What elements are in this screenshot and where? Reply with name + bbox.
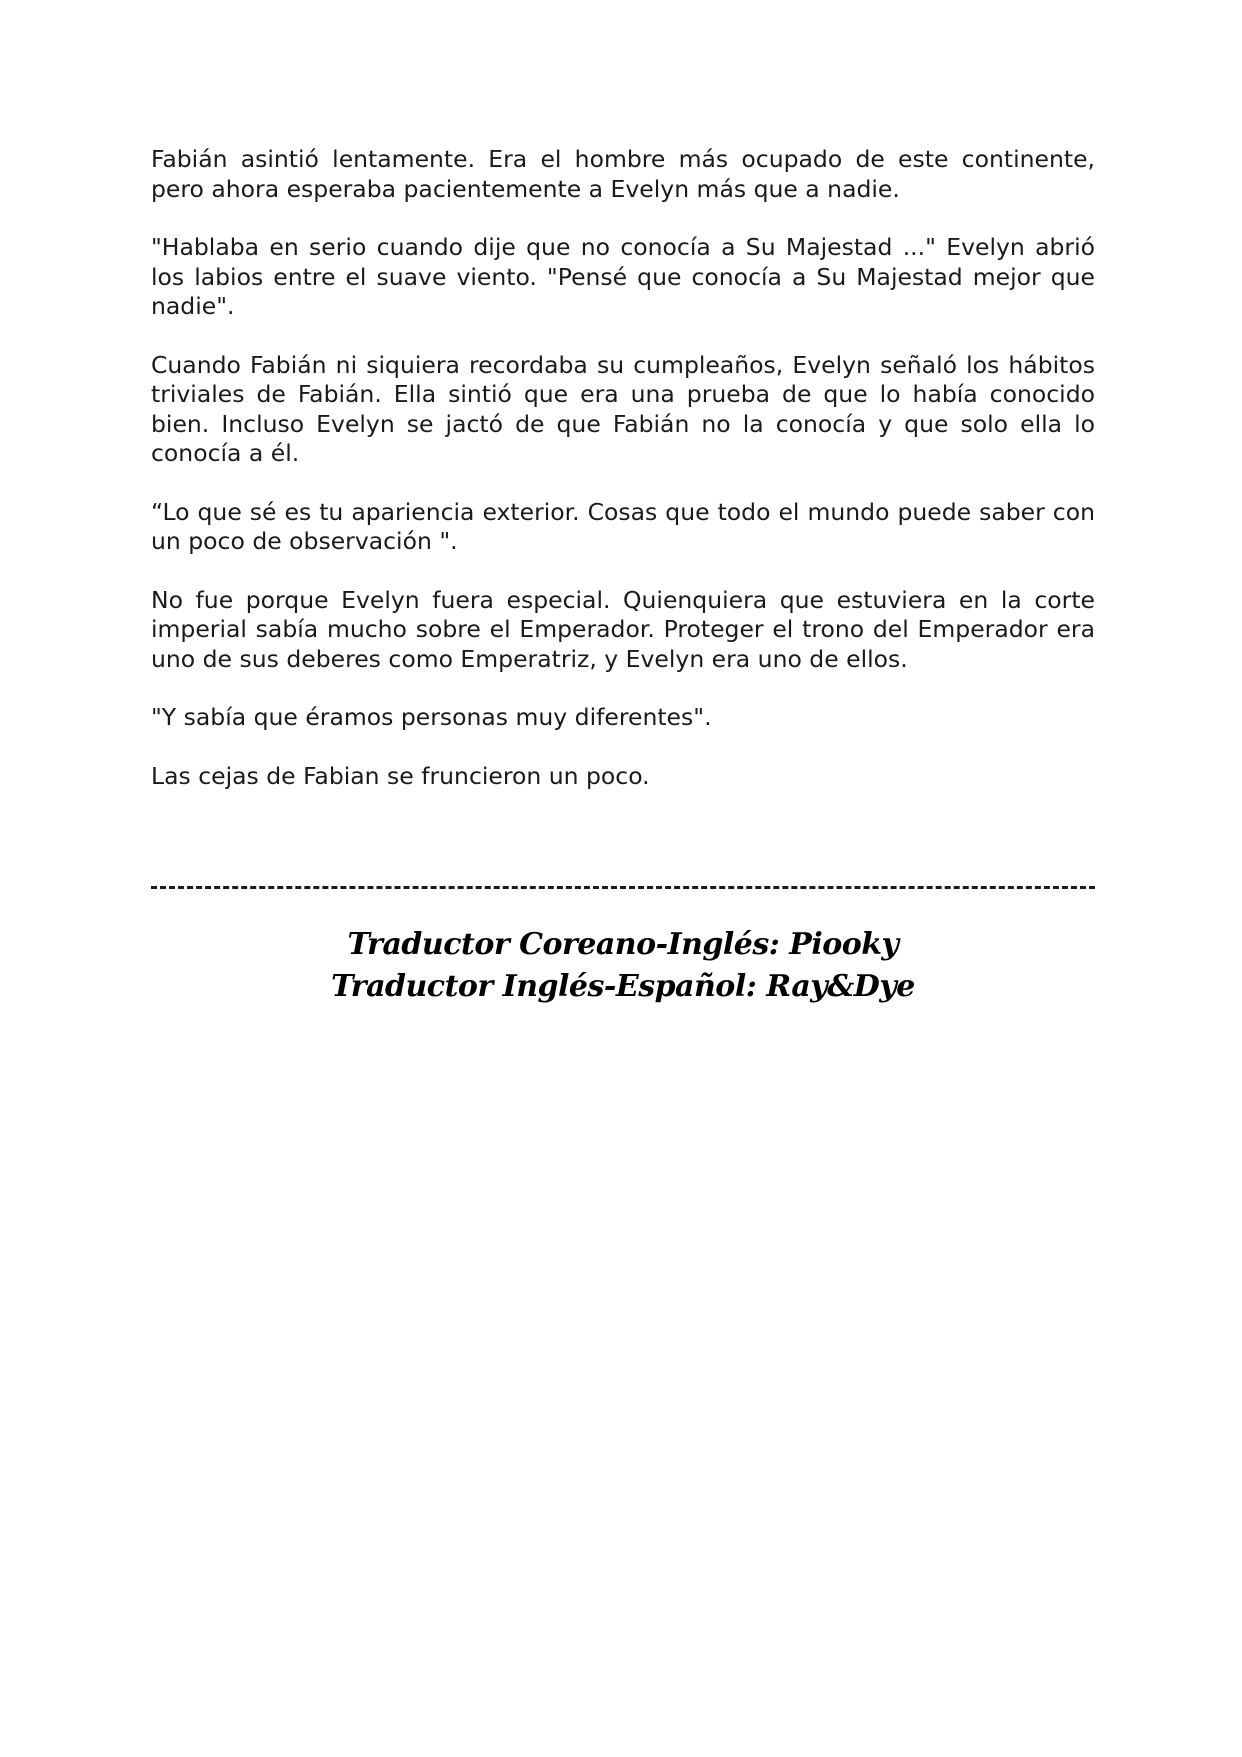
credit-korean-english: Traductor Coreano-Inglés: Piooky	[347, 927, 899, 962]
credit-english-spanish: Traductor Inglés-Español: Ray&Dye	[331, 969, 915, 1004]
paragraph-2: "Hablaba en serio cuando dije que no conocía a Su Majestad ..." Evelyn abrió los labios entre el suave viento. "Pensé que conocía a Su Majestad mejor que nadie".	[151, 233, 1095, 320]
translator-credits	[151, 924, 1095, 1008]
paragraph-1: Fabián asintió lentamente. Era el hombre más ocupado de este continente, pero ahora esperaba pacientemente a Evelyn más que a nadie.	[151, 145, 1095, 203]
paragraph-4: “Lo que sé es tu apariencia exterior. Cosas que todo el mundo puede saber con un poco de observación ".	[151, 497, 1095, 555]
body-text	[151, 145, 1095, 820]
paragraph-5: No fue porque Evelyn fuera especial. Quienquiera que estuviera en la corte imperial sabía mucho sobre el Emperador. Proteger el trono del Emperador era uno de sus deberes como Emperatriz, y Evelyn era uno de ellos.	[151, 585, 1095, 673]
dashed-divider	[151, 886, 1095, 889]
paragraph-3: Cuando Fabián ni siquiera recordaba su cumpleaños, Evelyn señaló los hábitos triviales de Fabián. Ella sintió que era una prueba de que lo había conocido bien. Incluso Evelyn se jactó de que Fabián no la conocía y que solo ella lo conocía a él.	[151, 350, 1095, 467]
paragraph-7: Las cejas de Fabian se fruncieron un poco.	[151, 761, 650, 790]
paragraph-6: "Y sabía que éramos personas muy diferentes".	[151, 703, 712, 731]
